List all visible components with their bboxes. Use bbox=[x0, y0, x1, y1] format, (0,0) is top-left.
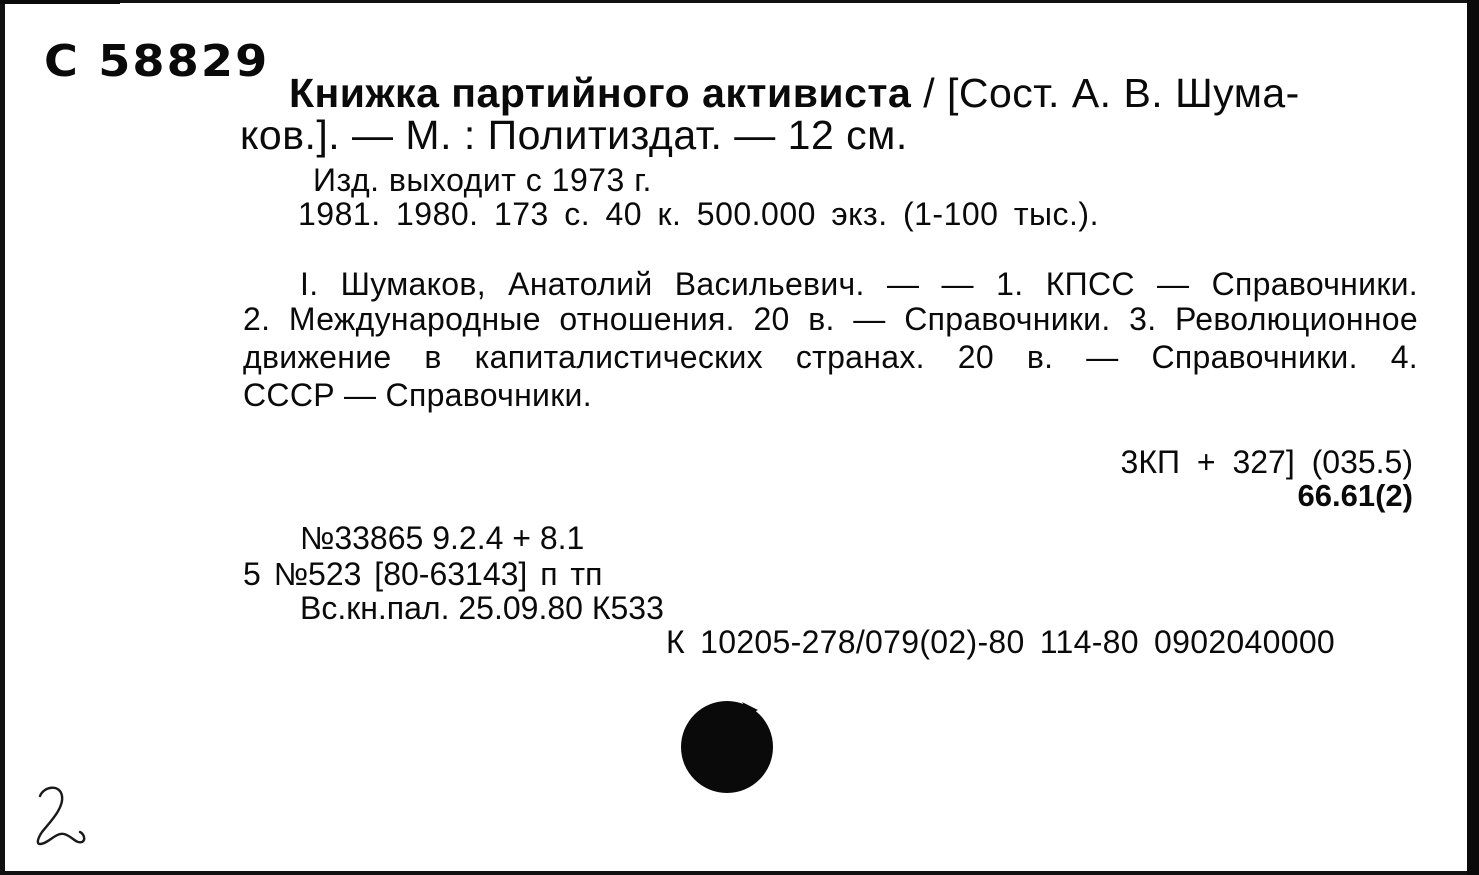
publication-note: Изд. выходит с 1973 г. bbox=[313, 162, 652, 198]
subject-line-3: движение в капиталистических странах. 20 в. — Справочники. 4. bbox=[243, 339, 1418, 375]
subject-line-2: 2. Международные отношения. 20 в. — Справочники. 3. Революционное bbox=[243, 301, 1418, 337]
chamber-info: Вс.кн.пал. 25.09.80 К533 bbox=[300, 590, 664, 626]
publication-data: 1981. 1980. 173 с. 40 к. 500.000 экз. (1-100 тыс.). bbox=[298, 196, 1099, 232]
order-number: №33865 9.2.4 + 8.1 bbox=[300, 520, 585, 556]
handwritten-mark bbox=[30, 782, 90, 854]
card-edge-shadow bbox=[1467, 0, 1479, 875]
classification-index: 3КП + 327] (035.5) bbox=[1120, 444, 1413, 480]
bbk-index: 66.61(2) bbox=[1297, 478, 1413, 513]
publisher-code: К 10205-278/079(02)-80 114-80 0902040000 bbox=[666, 624, 1336, 660]
title-line-1 bbox=[289, 70, 1300, 117]
card-top-edge bbox=[0, 0, 120, 4]
book-title: Книжка партийного активиста bbox=[289, 70, 912, 116]
punch-hole bbox=[680, 700, 774, 794]
subject-line-4: СССР — Справочники. bbox=[243, 377, 592, 413]
call-number-stamp: С 58829 bbox=[44, 36, 270, 87]
title-responsibility: / [Сост. А. В. Шума- bbox=[911, 70, 1300, 116]
subject-line-1: I. Шумаков, Анатолий Васильевич. — — 1. КПСС — Справочники. bbox=[300, 266, 1418, 302]
title-line-2: ков.]. — М. : Политиздат. — 12 см. bbox=[240, 112, 908, 158]
card-number: 5 №523 [80-63143] п тп bbox=[243, 556, 603, 592]
